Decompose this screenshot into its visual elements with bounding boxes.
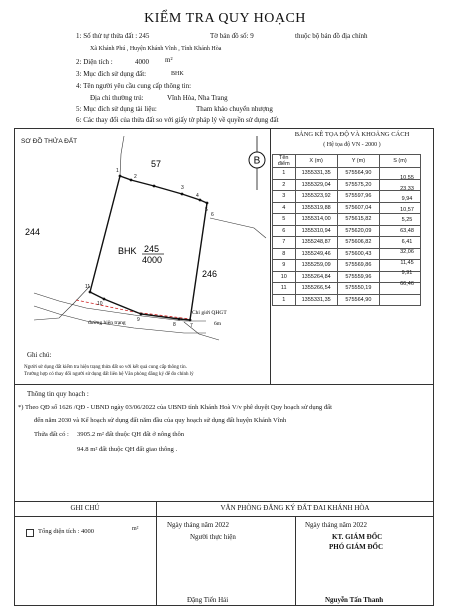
- footer-notes-header: GHI CHÚ: [70, 504, 100, 512]
- total-area-label: Tổng diện tích : 4000: [38, 528, 94, 535]
- distance-value: 32,06: [400, 249, 414, 256]
- footer-header-line: [14, 516, 434, 517]
- distance-value: 5,25: [401, 217, 413, 224]
- point-id-cell: 11: [273, 283, 296, 295]
- parcel-number-label: 245: [144, 244, 160, 254]
- neighbor-244-label: 244: [25, 227, 41, 237]
- residence-label: Địa chỉ thường trú:: [90, 94, 144, 102]
- director-name: Nguyễn Tấn Thanh: [325, 596, 384, 604]
- x-coord-cell: 1355329,04: [295, 179, 337, 191]
- neighbor-57-label: 57: [151, 159, 162, 169]
- y-coord-cell: 575564,90: [337, 294, 379, 306]
- page-title: KIỂM TRA QUY HOẠCH: [144, 11, 306, 26]
- map-set-line: thuộc bộ bản đồ địa chính: [295, 32, 368, 40]
- map-bottom-divider: [14, 384, 434, 385]
- parcel-code-label: BHK: [118, 246, 137, 256]
- planning-boundary-line: [76, 300, 190, 319]
- planning-line-4: 94.8 m² đất thuộc QH đất giao thông .: [77, 446, 178, 453]
- point-label: 5: [205, 207, 208, 213]
- performer-title: Người thực hiện: [190, 533, 236, 541]
- footer-mid-divider: [295, 516, 296, 606]
- point-id-cell: 6: [273, 225, 296, 237]
- distance-value: 9,94: [401, 196, 413, 203]
- north-label: B: [253, 155, 261, 167]
- point-label: 6: [211, 212, 214, 218]
- table-row: [273, 294, 421, 306]
- point-label: 11: [85, 284, 91, 290]
- y-coord-cell: 575569,86: [337, 260, 379, 272]
- road-width-label: 6m: [214, 321, 222, 327]
- y-coord-cell: 575600,43: [337, 248, 379, 260]
- use-purpose-label: 5: Mục đích sử dụng tài liệu:: [76, 105, 157, 113]
- col-header-y: Y (m): [337, 155, 379, 168]
- point-label: 1: [116, 168, 119, 174]
- map-table-divider: [270, 128, 271, 384]
- col-header-x: X (m): [295, 155, 337, 168]
- notes-line-2: Trường hợp có thay đổi người sử dụng đất liên hệ Văn phòng đăng ký để đo chỉnh lý: [24, 372, 194, 377]
- distance-value: 9,91: [401, 270, 413, 277]
- x-coord-cell: 1355248,87: [295, 237, 337, 249]
- point-id-cell: 4: [273, 202, 296, 214]
- footer-mid-divider-a: [156, 516, 157, 606]
- point-id-cell: 7: [273, 237, 296, 249]
- parcel-map: [14, 128, 270, 384]
- point-label: 7: [190, 323, 193, 329]
- use-purpose-value: Tham khảo chuyển nhượng: [196, 105, 273, 113]
- distance-value: 11,45: [400, 259, 414, 266]
- date-left: Ngày tháng năm 2022: [167, 521, 230, 529]
- x-coord-cell: 1355259,09: [295, 260, 337, 272]
- map-title: SƠ ĐỒ THỬA ĐẤT: [21, 138, 78, 145]
- y-coord-cell: 575615,82: [337, 214, 379, 226]
- planning-line-1: *) Theo QĐ số 1626 /QĐ - UBND ngày 03/06/2022 của UBND tỉnh Khánh Hoà V/v phê duyệt Quy hoạch sử dụng đất: [18, 404, 332, 411]
- address-line: Xã Khánh Phú , Huyện Khánh Vĩnh , Tỉnh Khánh Hòa: [90, 46, 222, 52]
- date-right: Ngày tháng năm 2022: [305, 521, 368, 529]
- area-unit: m²: [165, 56, 173, 64]
- parcel-number-line: 1: Số thử tự thửa đất : 245: [76, 32, 150, 40]
- point-id-cell: 8: [273, 248, 296, 260]
- coord-table-subtitle: ( Hệ tọa độ VN - 2000 ): [323, 142, 381, 148]
- notes-title: Ghi chú:: [27, 351, 52, 359]
- y-coord-cell: 575606,82: [337, 237, 379, 249]
- neighbor-boundary-right: [210, 218, 266, 238]
- director-title: KT. GIÁM ĐỐC: [332, 533, 383, 541]
- neighbor-boundary-top: [120, 136, 124, 176]
- area-label: 2: Diện tích :: [76, 58, 113, 66]
- parcel-area-label: 4000: [142, 255, 163, 265]
- x-coord-cell: 1355331,35: [295, 168, 337, 180]
- x-coord-cell: 1355264,84: [295, 271, 337, 283]
- point-id-cell: 9: [273, 260, 296, 272]
- planning-line-3-label: Thửa đất có :: [34, 431, 69, 438]
- point-label: 3: [181, 185, 184, 191]
- x-coord-cell: 1355319,88: [295, 202, 337, 214]
- point-label: 4: [196, 193, 199, 199]
- notes-line-1: Người sử dụng đất kiểm tra hiện trạng thửa đất so với kết quả cung cấp thông tin.: [24, 365, 187, 370]
- y-coord-cell: 575550,19: [337, 283, 379, 295]
- distance-value: 10,57: [400, 206, 414, 213]
- area-value: 4000: [135, 58, 149, 66]
- road-label: đường hiện trạng: [88, 320, 126, 326]
- north-arrow-icon: [249, 136, 265, 190]
- planning-boundary-label: Chỉ giới QHGT: [192, 310, 227, 316]
- x-coord-cell: 1355314,00: [295, 214, 337, 226]
- point-label: 8: [173, 322, 176, 328]
- y-coord-cell: 575620,09: [337, 225, 379, 237]
- y-coord-cell: 575559,96: [337, 271, 379, 283]
- point-id-cell: 1: [273, 168, 296, 180]
- footer-office-name: VĂN PHÒNG ĐĂNG KÝ ĐẤT ĐAI KHÁNH HÒA: [220, 504, 370, 512]
- x-coord-cell: 1355249,46: [295, 248, 337, 260]
- x-coord-cell: 1355310,94: [295, 225, 337, 237]
- distance-value: 63,48: [400, 228, 414, 234]
- planning-title: Thông tin quy hoạch :: [27, 390, 89, 398]
- purpose-label: 3: Mục đích sử dụng đất:: [76, 70, 147, 78]
- footer-top-line: [14, 501, 434, 502]
- y-coord-cell: 575607,04: [337, 202, 379, 214]
- distance-value: 23,33: [400, 185, 414, 192]
- x-coord-cell: 1355331,35: [295, 294, 337, 306]
- point-id-cell: 3: [273, 191, 296, 203]
- point-id-cell: 5: [273, 214, 296, 226]
- point-label: 10: [97, 301, 103, 307]
- map-sheet-line: Tờ bản đồ số: 9: [210, 32, 254, 40]
- distance-value: 66,46: [400, 281, 414, 287]
- distance-value: 10,55: [400, 175, 414, 181]
- y-coord-cell: 575564,90: [337, 168, 379, 180]
- total-area-unit: m²: [132, 526, 139, 532]
- purpose-value: BHK: [171, 71, 184, 77]
- point-id-cell: 1: [273, 294, 296, 306]
- y-coord-cell: 575597,96: [337, 191, 379, 203]
- neighbor-246-label: 246: [202, 269, 218, 279]
- coord-table-title: BẢNG KÊ TỌA ĐỘ VÀ KHOẢNG CÁCH: [294, 131, 410, 138]
- col-header-s: S (m): [379, 155, 420, 168]
- y-coord-cell: 575575,20: [337, 179, 379, 191]
- distance-value: 6,41: [401, 238, 413, 245]
- point-id-cell: 10: [273, 271, 296, 283]
- point-label: 2: [134, 174, 137, 180]
- total-area-checkbox: [26, 529, 34, 537]
- point-label: 9: [137, 317, 140, 323]
- x-coord-cell: 1355323,92: [295, 191, 337, 203]
- col-header-point: Tên điểm: [273, 155, 296, 168]
- planning-line-3: 3905.2 m² đất thuộc QH đất ở nông thôn: [77, 431, 185, 438]
- distance-spacer-cell: [379, 294, 420, 306]
- deputy-title: PHÓ GIÁM ĐỐC: [329, 543, 384, 551]
- x-coord-cell: 1355266,54: [295, 283, 337, 295]
- changes-line: 6: Các thay đổi của thửa đất so với giấy tờ pháp lý về quyền sử dụng đất: [76, 116, 279, 124]
- performer-name: Đặng Tiến Hải: [187, 596, 229, 604]
- planning-line-2: đến năm 2030 và Kế hoạch sử dụng đất năm đầu của quy hoạch sử dụng đất huyện Khánh Vĩnh: [34, 417, 287, 424]
- residence-value: Vĩnh Hòa, Nha Trang: [167, 94, 228, 102]
- point-id-cell: 2: [273, 179, 296, 191]
- requester-line: 4: Tên người yêu cầu cung cấp thông tin:: [76, 82, 192, 90]
